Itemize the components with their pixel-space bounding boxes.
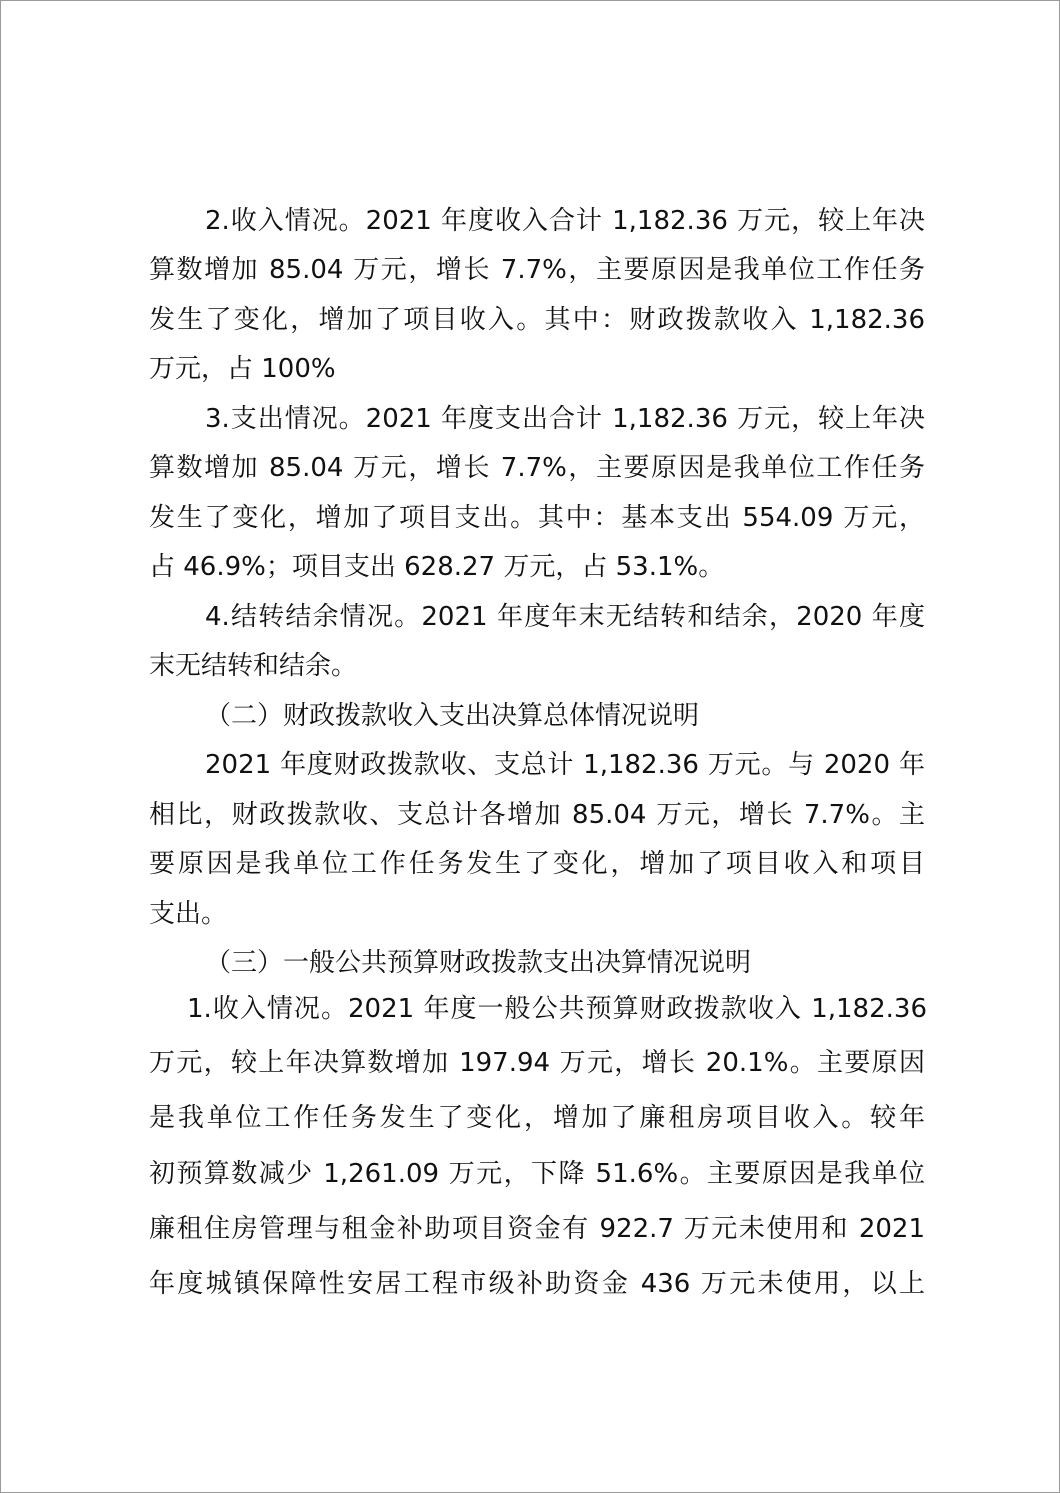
paragraph-line: 发生了变化，增加了项目支出。其中：基本支出 554.09 万元， bbox=[149, 503, 925, 533]
paragraph-line: 发生了变化，增加了项目收入。其中：财政拨款收入 1,182.36 bbox=[149, 305, 925, 335]
paragraph-line: 3.支出情况。2021 年度支出合计 1,182.36 万元，较上年决 bbox=[205, 404, 925, 434]
paragraph-line: 要原因是我单位工作任务发生了变化，增加了项目收入和项目 bbox=[149, 849, 925, 879]
paragraph-line: 2021 年度财政拨款收、支总计 1,182.36 万元。与 2020 年 bbox=[205, 750, 925, 780]
paragraph-line: 末无结转和结余。 bbox=[149, 651, 358, 681]
section-heading: （三）一般公共预算财政拨款支出决算情况说明 bbox=[205, 948, 752, 978]
paragraph-line: 1.收入情况。2021 年度一般公共预算财政拨款收入 1,182.36 bbox=[187, 994, 927, 1024]
paragraph-line: 初预算数减少 1,261.09 万元，下降 51.6%。主要原因是我单位 bbox=[149, 1159, 925, 1189]
paragraph-line: 廉租住房管理与租金补助项目资金有 922.7 万元未使用和 2021 bbox=[149, 1214, 925, 1244]
paragraph-line: 算数增加 85.04 万元，增长 7.7%，主要原因是我单位工作任务 bbox=[149, 255, 925, 285]
paragraph-line: 算数增加 85.04 万元，增长 7.7%，主要原因是我单位工作任务 bbox=[149, 453, 925, 483]
paragraph-line: 支出。 bbox=[149, 899, 228, 929]
paragraph-line: 相比，财政拨款收、支总计各增加 85.04 万元，增长 7.7%。主 bbox=[149, 800, 925, 830]
paragraph-line: 4.结转结余情况。2021 年度年末无结转和结余，2020 年度 bbox=[205, 602, 925, 632]
paragraph-line: 占 46.9%；项目支出 628.27 万元，占 53.1%。 bbox=[149, 552, 725, 582]
paragraph-line: 万元，占 100% bbox=[149, 354, 336, 384]
section-heading: （二）财政拨款收入支出决算总体情况说明 bbox=[205, 701, 700, 731]
paragraph-line: 是我单位工作任务发生了变化，增加了廉租房项目收入。较年 bbox=[149, 1103, 925, 1133]
paragraph-line: 年度城镇保障性安居工程市级补助资金 436 万元未使用，以上 bbox=[149, 1269, 925, 1299]
paragraph-line: 2.收入情况。2021 年度收入合计 1,182.36 万元，较上年决 bbox=[205, 206, 925, 236]
paragraph-line: 万元，较上年决算数增加 197.94 万元，增长 20.1%。主要原因 bbox=[149, 1048, 925, 1078]
